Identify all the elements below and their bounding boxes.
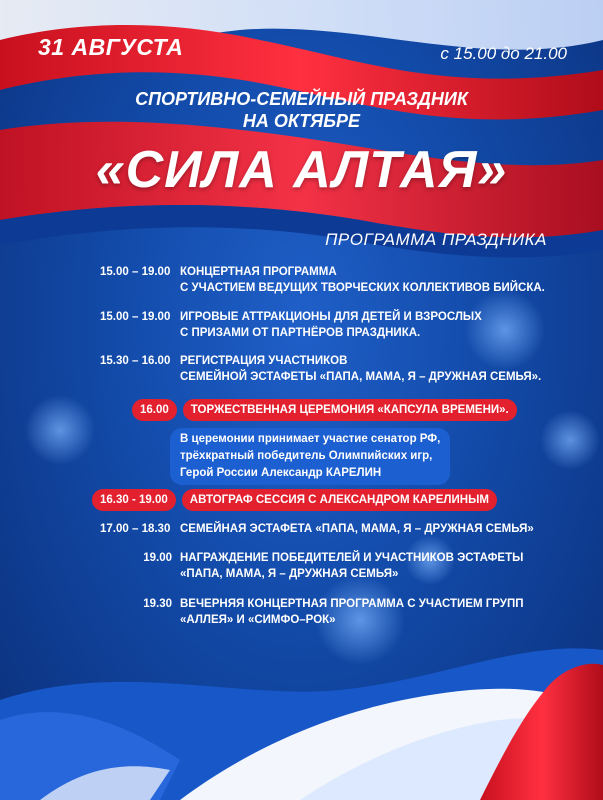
event-title: «СИЛА АЛТАЯ»: [95, 141, 508, 199]
item-line: КОНЦЕРТНАЯ ПРОГРАММА: [180, 266, 337, 278]
program-item-highlight: [92, 489, 497, 511]
program-item: [100, 550, 523, 582]
item-time: 15.00 – 19.00: [100, 266, 171, 278]
program-item: [100, 596, 523, 628]
note-line: В церемонии принимает участие сенатор РФ,: [180, 433, 441, 445]
item-line: РЕГИСТРАЦИЯ УЧАСТНИКОВ: [180, 355, 348, 367]
item-time: 17.00 – 18.30: [100, 523, 171, 535]
item-line: С ПРИЗАМИ ОТ ПАРТНЁРОВ ПРАЗДНИКА.: [180, 327, 421, 339]
item-description-badge: АВТОГРАФ СЕССИЯ С АЛЕКСАНДРОМ КАРЕЛИНЫМ: [182, 489, 497, 511]
item-line: «АЛЛЕЯ» И «СИМФО–РОК»: [180, 614, 336, 626]
item-time: 19.30: [143, 598, 172, 610]
item-time-badge: 16.30 - 19.00: [92, 489, 176, 511]
program-item: [100, 264, 545, 296]
item-line: ВЕЧЕРНЯЯ КОНЦЕРТНАЯ ПРОГРАММА С УЧАСТИЕМ ГРУПП: [180, 598, 524, 610]
program-item: [100, 353, 541, 385]
note-line: трёхкратный победитель Олимпийских игр,: [180, 450, 433, 462]
item-description: [180, 309, 482, 341]
event-date: 31 АВГУСТА: [38, 34, 184, 60]
item-description: [180, 550, 523, 582]
item-line: НАГРАЖДЕНИЕ ПОБЕДИТЕЛЕЙ И УЧАСТНИКОВ ЭСТАФЕТЫ: [180, 552, 524, 564]
item-line: СЕМЕЙНОЙ ЭСТАФЕТЫ «ПАПА, МАМА, Я – ДРУЖНАЯ СЕМЬЯ».: [180, 371, 542, 383]
note-line: Герой России Александр КАРЕЛИН: [180, 467, 382, 479]
item-time: 19.00: [143, 552, 172, 564]
program-item-highlight: [132, 399, 517, 421]
item-line: ИГРОВЫЕ АТТРАКЦИОНЫ ДЛЯ ДЕТЕЙ И ВЗРОСЛЫХ: [180, 311, 482, 323]
item-line: «ПАПА, МАМА, Я – ДРУЖНАЯ СЕМЬЯ»: [180, 568, 399, 580]
subtitle-line-2: НА ОКТЯБРЕ: [242, 111, 361, 131]
item-description: [180, 353, 541, 385]
program-item: [100, 521, 534, 537]
ceremony-note: [170, 428, 450, 485]
item-description: [180, 596, 523, 628]
item-description: [180, 521, 534, 537]
item-time: 15.00 – 19.00: [100, 311, 171, 323]
ceremony-note-box: [170, 428, 450, 485]
item-line: СЕМЕЙНАЯ ЭСТАФЕТА «ПАПА, МАМА, Я – ДРУЖНАЯ СЕМЬЯ»: [180, 523, 534, 535]
event-subtitle: [0, 88, 603, 132]
item-description: [180, 264, 545, 296]
program-item: [100, 309, 482, 341]
item-time: 15.30 – 16.00: [100, 355, 171, 367]
item-time-badge: 16.00: [132, 399, 177, 421]
item-description-badge: ТОРЖЕСТВЕННАЯ ЦЕРЕМОНИЯ «КАПСУЛА ВРЕМЕНИ».: [183, 399, 517, 421]
item-line: С УЧАСТИЕМ ВЕДУЩИХ ТВОРЧЕСКИХ КОЛЛЕКТИВОВ БИЙСКА.: [180, 282, 545, 294]
program-label: ПРОГРАММА ПРАЗДНИКА: [325, 230, 547, 249]
event-time: с 15.00 до 21.00: [440, 44, 567, 63]
subtitle-line-1: СПОРТИВНО-СЕМЕЙНЫЙ ПРАЗДНИК: [135, 89, 468, 109]
